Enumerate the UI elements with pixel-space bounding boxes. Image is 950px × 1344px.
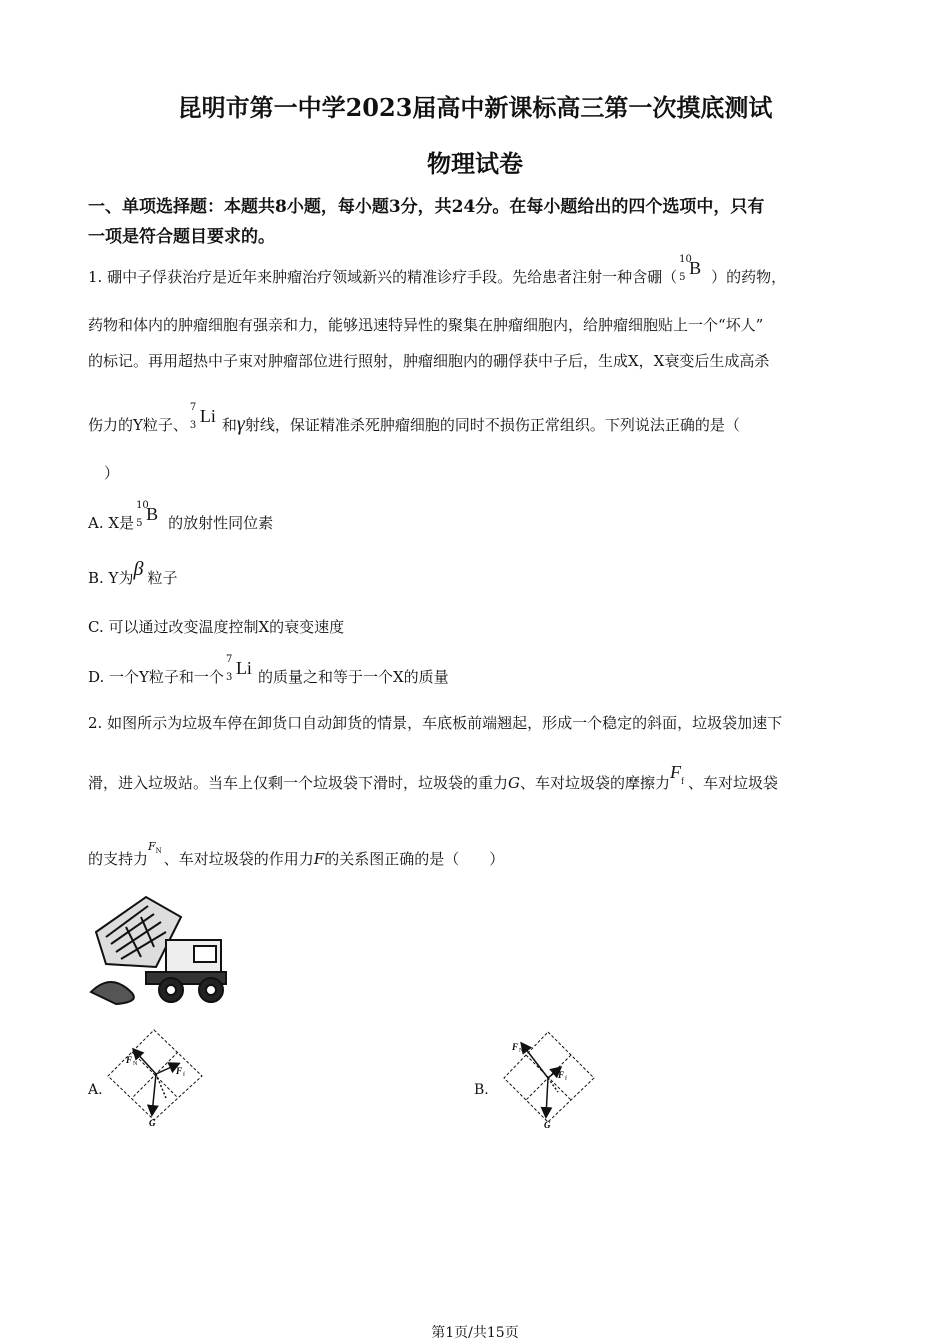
force-diagram-a <box>104 1028 214 1130</box>
svg-text:N: N <box>519 1048 524 1054</box>
fig-a-g-label: G <box>149 1118 156 1128</box>
svg-text:N: N <box>133 1061 138 1067</box>
fig-b-fn-label: F <box>512 1042 519 1052</box>
fig-a-fn-label: F <box>126 1055 133 1065</box>
q1-option-a: A. X是 10 5 B 的放射性同位素 <box>88 500 274 532</box>
q2-option-a: A. <box>88 1082 103 1098</box>
fig-b-ff-label: F <box>558 1070 565 1080</box>
q2-line1: 2. 如图所示为垃圾车停在卸货口自动卸货的情景，车底板前端翘起，形成一个稳定的斜面，垃圾袋加速下 <box>88 714 783 732</box>
exam-subtitle: 物理试卷 <box>427 149 523 178</box>
exam-title: 昆明市第一中学2023届高中新课标高三第一次摸底测试 <box>177 93 773 122</box>
boron-nuclide: 10 5 B <box>679 254 702 283</box>
q1-option-c: C. 可以通过改变温度控制X的衰变速度 <box>88 618 345 636</box>
q1-line1: 1. 硼中子俘获治疗是近年来肿瘤治疗领域新兴的精准诊疗手段。先给患者注射一种含硼（ 10 5 B ）的药物， <box>88 254 787 286</box>
section-heading-line1: 一、单项选择题：本题共8小题，每小题3分，共24分。在每小题给出的四个选项中，只有 <box>88 197 765 217</box>
lithium-nuclide: 7 3 Li <box>189 402 216 431</box>
force-diagram-b <box>500 1028 610 1132</box>
fig-b-g-label: G <box>544 1120 551 1130</box>
garbage-truck-image <box>86 892 236 1010</box>
q1-line3: 的标记。再用超热中子束对肿瘤部位进行照射，肿瘤细胞内的硼俘获中子后，生成X，X衰变后生成高杀 <box>88 352 770 370</box>
q2-line2: 滑，进入垃圾站。当车上仅剩一个垃圾袋下滑时，垃圾袋的重力G、车对垃圾袋的摩擦力$F_f$ 、车对垃圾袋 <box>88 762 779 792</box>
fig-a-ff-label: F <box>176 1066 183 1076</box>
page-number: 第1页/共15页 <box>431 1325 519 1341</box>
q1-option-b: B. Y为β 粒子 <box>88 558 178 587</box>
q1-line5: ） <box>104 464 120 482</box>
boron-nuclide: 10 5 B <box>136 500 159 529</box>
q2-line3: 的支持力$^{F_N}$ 、车对垃圾袋的作用力F的关系图正确的是（ ） <box>88 840 505 868</box>
section-heading-line2: 一项是符合题目要求的。 <box>88 227 275 247</box>
q1-line4: 伤力的Y粒子、 7 3 Li 和γ射线，保证精准杀死肿瘤细胞的同时不损伤正常组织。下列说法正确的是（ <box>88 402 740 435</box>
gamma-symbol: γ <box>236 413 245 435</box>
svg-text:f: f <box>565 1076 567 1082</box>
lithium-nuclide: 7 3 Li <box>225 654 252 683</box>
beta-symbol: β <box>133 558 144 580</box>
q2-option-b: B. <box>474 1082 489 1098</box>
svg-text:f: f <box>183 1072 185 1078</box>
q1-option-d: D. 一个Y粒子和一个 7 3 Li 的质量之和等于一个X的质量 <box>88 654 449 686</box>
q1-line2: 药物和体内的肿瘤细胞有强亲和力，能够迅速特异性的聚集在肿瘤细胞内，给肿瘤细胞贴上一个“坏人” <box>88 316 764 334</box>
